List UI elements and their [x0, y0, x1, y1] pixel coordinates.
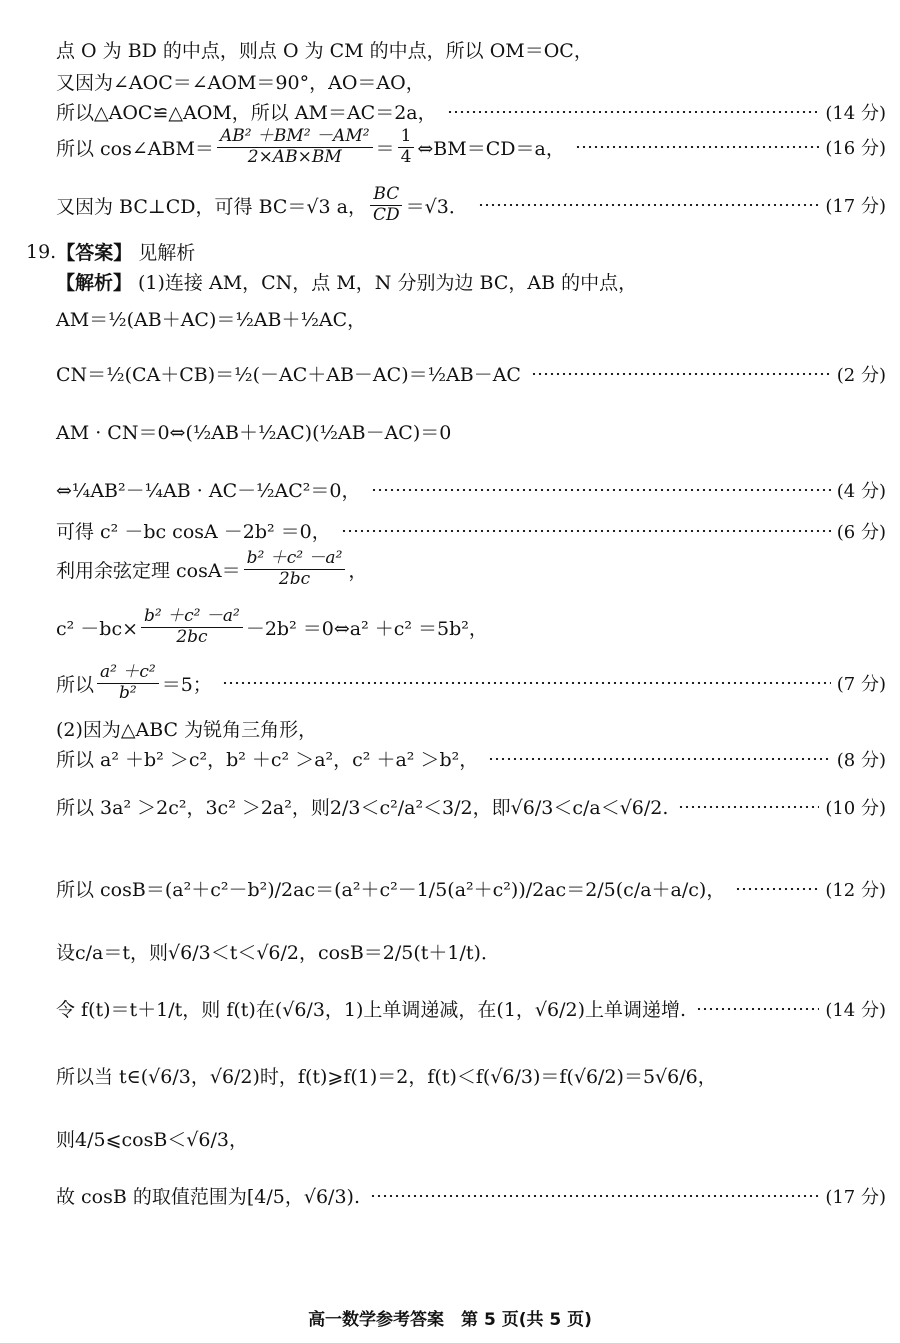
line-1-text: 点 O 为 BD 的中点，则点 O 为 CM 的中点，所以 OM＝OC，: [56, 40, 593, 62]
fraction-denominator: 2bc: [278, 568, 311, 589]
fraction-cosine-sub: [141, 608, 243, 647]
line-3-text: 所以△AOC≌△AOM，所以 AM＝AC＝2a，: [56, 102, 437, 124]
line-12-text: 可得 c² －bc cosA －2b² ＝0，: [56, 521, 331, 543]
line-11-text: ⇔¼AB²－¼AB · AC－½AC²＝0，: [56, 480, 361, 502]
text-line-3: [56, 98, 886, 125]
line-4-suffix: ⇔BM＝CD＝a，: [417, 137, 565, 160]
analysis-tag: 【解析】: [56, 272, 133, 294]
equals-sign: ＝: [375, 137, 395, 160]
score-label: (10 分): [825, 797, 886, 819]
leader-dots: [478, 204, 819, 206]
text-line-19: [56, 875, 886, 902]
line-14-suffix: －2b² ＝0⇔a² ＋c² ＝5b²，: [245, 617, 488, 640]
text-line-16: [56, 715, 886, 742]
text-line-23: [56, 1125, 886, 1152]
line-14-prefix: c² －bc×: [56, 617, 139, 640]
fraction-denominator: b²: [119, 682, 137, 703]
leader-dots: [488, 758, 831, 760]
text-line-22: [56, 1062, 886, 1089]
text-line-12: [56, 517, 886, 544]
text-line-8: [56, 305, 886, 332]
score-label: (17 分): [825, 196, 886, 218]
line-24-text: 故 cosB 的取值范围为[4/5，√6/3).: [56, 1186, 361, 1208]
leader-dots: [222, 682, 831, 684]
leader-dots: [341, 530, 831, 532]
fraction-denominator: 2×AB×BM: [247, 146, 342, 167]
text-line-15: [56, 664, 886, 703]
text-line-2: [56, 68, 886, 95]
text-line-24: [56, 1182, 886, 1209]
text-line-11: [56, 476, 886, 503]
line-8-text: AM＝½(AB＋AC)＝½AB＋½AC，: [56, 309, 367, 331]
score-label: (17 分): [825, 1186, 886, 1208]
text-line-20: [56, 938, 886, 965]
fraction-one-quarter: [398, 128, 415, 167]
leader-dots: [575, 146, 820, 148]
fraction-numerator: BC: [370, 186, 402, 206]
score-label: (4 分): [836, 480, 886, 502]
line-4-prefix: 所以 cos∠ABM＝: [56, 137, 214, 160]
line-21-text: 令 f(t)＝t＋1/t，则 f(t)在(√6/3，1)上单调递减，在(1，√6/2)上单调递增.: [56, 999, 687, 1021]
question-number: 19.: [26, 240, 57, 263]
text-line-17: [56, 745, 886, 772]
line-20-text: 设c/a＝t，则√6/3＜t＜√6/2，cosB＝2/5(t＋1/t)．: [56, 942, 500, 964]
leader-dots: [371, 489, 831, 491]
text-line-21: [56, 995, 886, 1022]
text-line-14: [56, 608, 886, 647]
fraction-numerator: b² ＋c² －a²: [141, 608, 243, 628]
answer-text: 见解析: [138, 242, 196, 264]
fraction-numerator: 1: [398, 128, 415, 148]
line-15-prefix: 所以: [56, 673, 95, 696]
line-5-prefix: 又因为 BC⊥CD，可得 BC＝√3 a，: [56, 195, 367, 218]
score-label: (6 分): [836, 521, 886, 543]
text-line-10: [56, 418, 886, 445]
fraction-numerator: b² ＋c² －a²: [244, 550, 346, 570]
line-13-suffix: ，: [348, 559, 368, 582]
text-line-1: [56, 36, 886, 63]
fraction-ratio: [97, 664, 159, 703]
leader-dots: [735, 888, 819, 890]
line-16-text: (2)因为△ABC 为锐角三角形，: [56, 719, 318, 741]
leader-dots: [531, 373, 831, 375]
text-line-13: [56, 550, 886, 589]
fraction-denominator: 4: [400, 146, 412, 167]
line-15-suffix: ＝5；: [161, 673, 212, 696]
answer-tag: 【答案】: [56, 242, 133, 264]
line-13-prefix: 利用余弦定理 cosA＝: [56, 559, 241, 582]
leader-dots: [678, 806, 819, 808]
line-19-text: 所以 cosB＝(a²＋c²－b²)/2ac＝(a²＋c²－1/5(a²＋c²))/2ac＝2/5(c/a＋a/c)，: [56, 879, 726, 901]
score-label: (8 分): [836, 749, 886, 771]
line-17-text: 所以 a² ＋b² ＞c²，b² ＋c² ＞a²，c² ＋a² ＞b²，: [56, 749, 479, 771]
score-label: (7 分): [836, 674, 886, 696]
leader-dots: [447, 111, 820, 113]
line-22-text: 所以当 t∈(√6/3，√6/2)时，f(t)⩾f(1)＝2，f(t)＜f(√6/3)＝f(√6/2)＝5√6/6，: [56, 1066, 717, 1088]
fraction-bc-cd: [370, 186, 403, 225]
fraction-cos-abm: [217, 128, 373, 167]
question-19-header: [26, 238, 886, 265]
analysis-text: (1)连接 AM，CN，点 M，N 分别为边 BC，AB 的中点，: [138, 272, 638, 294]
leader-dots: [370, 1195, 819, 1197]
page-footer: 高一数学参考答案 第 5 页(共 5 页): [308, 1310, 592, 1330]
line-23-text: 则4/5⩽cosB＜√6/3，: [56, 1129, 248, 1151]
fraction-numerator: AB² ＋BM² －AM²: [217, 128, 373, 148]
line-10-text: AM · CN＝0⇔(½AB＋½AC)(½AB－AC)＝0: [56, 422, 452, 444]
analysis-line: [56, 268, 886, 295]
fraction-denominator: CD: [373, 204, 400, 225]
text-line-18: [56, 793, 886, 820]
text-line-5: [56, 186, 886, 225]
score-label: (14 分): [825, 102, 886, 124]
line-2-text: 又因为∠AOC＝∠AOM＝90°，AO＝AO，: [56, 72, 425, 94]
score-label: (2 分): [836, 364, 886, 386]
fraction-numerator: a² ＋c²: [97, 664, 159, 684]
score-label: (16 分): [825, 138, 886, 160]
score-label: (12 分): [825, 879, 886, 901]
fraction-cosine-a: [244, 550, 346, 589]
line-9-text: CN＝½(CA＋CB)＝½(－AC＋AB－AC)＝½AB－AC: [56, 364, 521, 386]
fraction-denominator: 2bc: [176, 626, 208, 647]
line-5-suffix: ＝√3．: [405, 195, 468, 218]
text-line-9: [56, 360, 886, 387]
score-label: (14 分): [825, 999, 886, 1021]
leader-dots: [696, 1008, 819, 1010]
line-18-text: 所以 3a² ＞2c²，3c² ＞2a²，则2/3＜c²/a²＜3/2，即√6/3＜c/a＜√6/2.: [56, 797, 669, 819]
text-line-4: [56, 128, 886, 167]
